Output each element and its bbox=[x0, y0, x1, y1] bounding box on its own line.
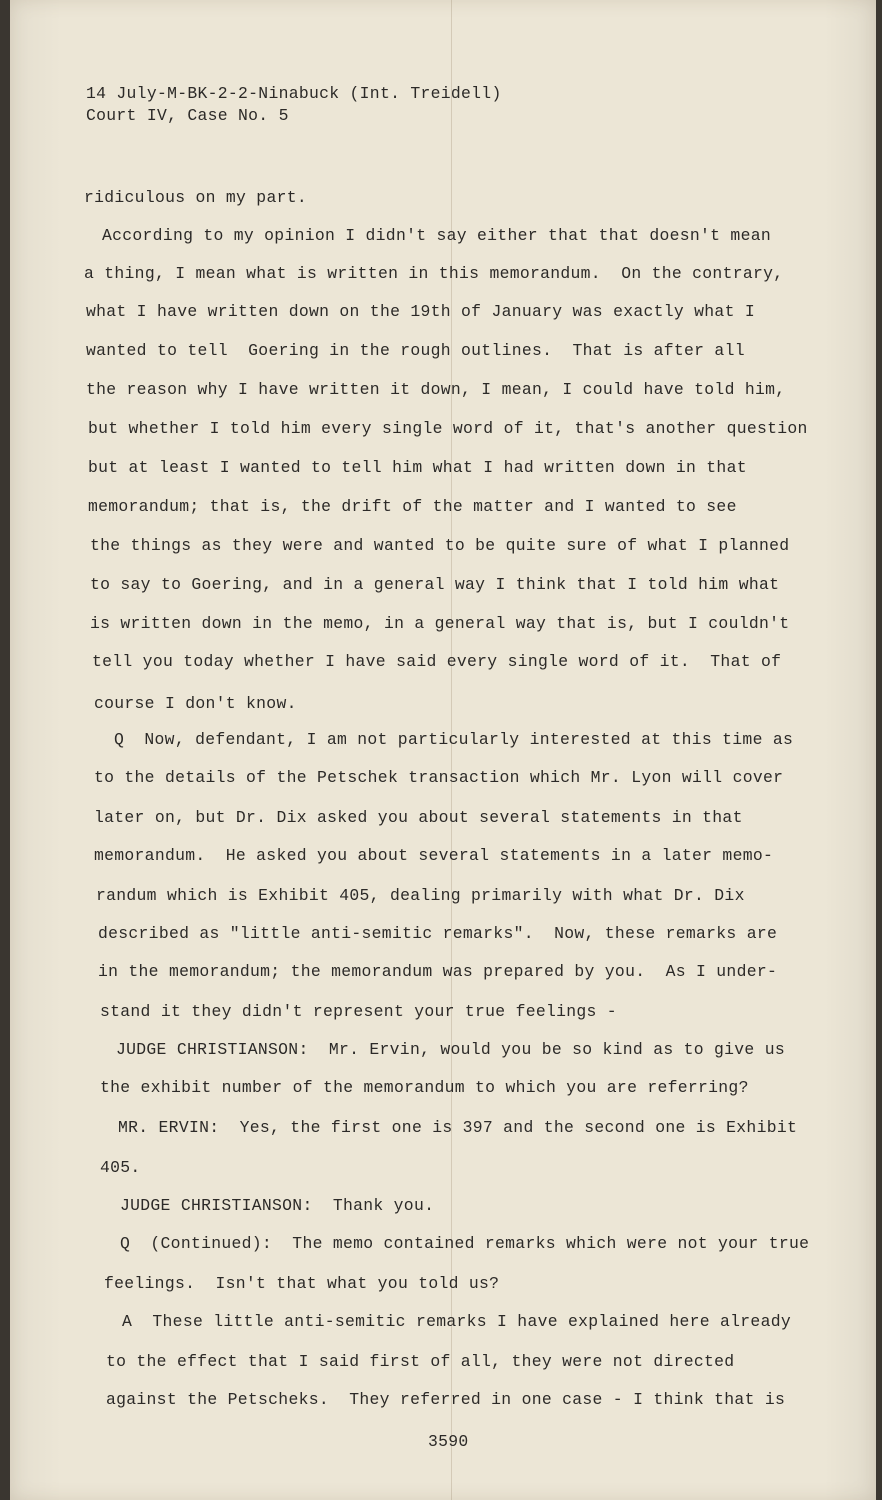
text-line: is written down in the memo, in a general way that is, but I couldn't bbox=[90, 614, 790, 633]
text-line: JUDGE CHRISTIANSON: Thank you. bbox=[120, 1196, 435, 1215]
text-line: a thing, I mean what is written in this memorandum. On the contrary, bbox=[84, 264, 784, 283]
text-line: course I don't know. bbox=[94, 694, 297, 713]
text-line: tell you today whether I have said every single word of it. That of bbox=[92, 652, 782, 671]
text-line: wanted to tell Goering in the rough outlines. That is after all bbox=[86, 341, 745, 360]
text-line: described as "little anti-semitic remarks". Now, these remarks are bbox=[98, 924, 778, 943]
text-line: against the Petscheks. They referred in one case - I think that is bbox=[106, 1390, 786, 1409]
text-line: MR. ERVIN: Yes, the first one is 397 and the second one is Exhibit bbox=[118, 1118, 798, 1137]
text-line: the things as they were and wanted to be quite sure of what I planned bbox=[90, 536, 790, 555]
page-number: 3590 bbox=[428, 1432, 469, 1451]
text-line: to the details of the Petschek transaction which Mr. Lyon will cover bbox=[94, 768, 784, 787]
text-line: in the memorandum; the memorandum was prepared by you. As I under- bbox=[98, 962, 778, 981]
header-line-1: 14 July-M-BK-2-2-Ninabuck (Int. Treidell) bbox=[86, 84, 502, 103]
text-line: what I have written down on the 19th of January was exactly what I bbox=[86, 302, 755, 321]
text-line: Q Now, defendant, I am not particularly interested at this time as bbox=[114, 730, 794, 749]
text-line: but at least I wanted to tell him what I had written down in that bbox=[88, 458, 747, 477]
text-line: randum which is Exhibit 405, dealing primarily with what Dr. Dix bbox=[96, 886, 745, 905]
header-line-2: Court IV, Case No. 5 bbox=[86, 106, 289, 125]
text-line: memorandum. He asked you about several statements in a later memo- bbox=[94, 846, 774, 865]
text-line: memorandum; that is, the drift of the matter and I wanted to see bbox=[88, 497, 737, 516]
text-line: ridiculous on my part. bbox=[84, 188, 307, 207]
text-line: the reason why I have written it down, I mean, I could have told him, bbox=[86, 380, 786, 399]
text-line: but whether I told him every single word of it, that's another question bbox=[88, 419, 808, 438]
text-line: feelings. Isn't that what you told us? bbox=[104, 1274, 500, 1293]
text-line: JUDGE CHRISTIANSON: Mr. Ervin, would you be so kind as to give us bbox=[116, 1040, 785, 1059]
document-page bbox=[10, 0, 876, 1500]
text-line: later on, but Dr. Dix asked you about several statements in that bbox=[94, 808, 743, 827]
text-line: 405. bbox=[100, 1158, 141, 1177]
text-line: to the effect that I said first of all, they were not directed bbox=[106, 1352, 735, 1371]
text-line: stand it they didn't represent your true feelings - bbox=[100, 1002, 617, 1021]
text-line: to say to Goering, and in a general way I think that I told him what bbox=[90, 575, 780, 594]
text-line: A These little anti-semitic remarks I have explained here already bbox=[122, 1312, 791, 1331]
text-line: Q (Continued): The memo contained remarks which were not your true bbox=[120, 1234, 810, 1253]
text-line: According to my opinion I didn't say either that that doesn't mean bbox=[102, 226, 771, 245]
text-line: the exhibit number of the memorandum to which you are referring? bbox=[100, 1078, 749, 1097]
